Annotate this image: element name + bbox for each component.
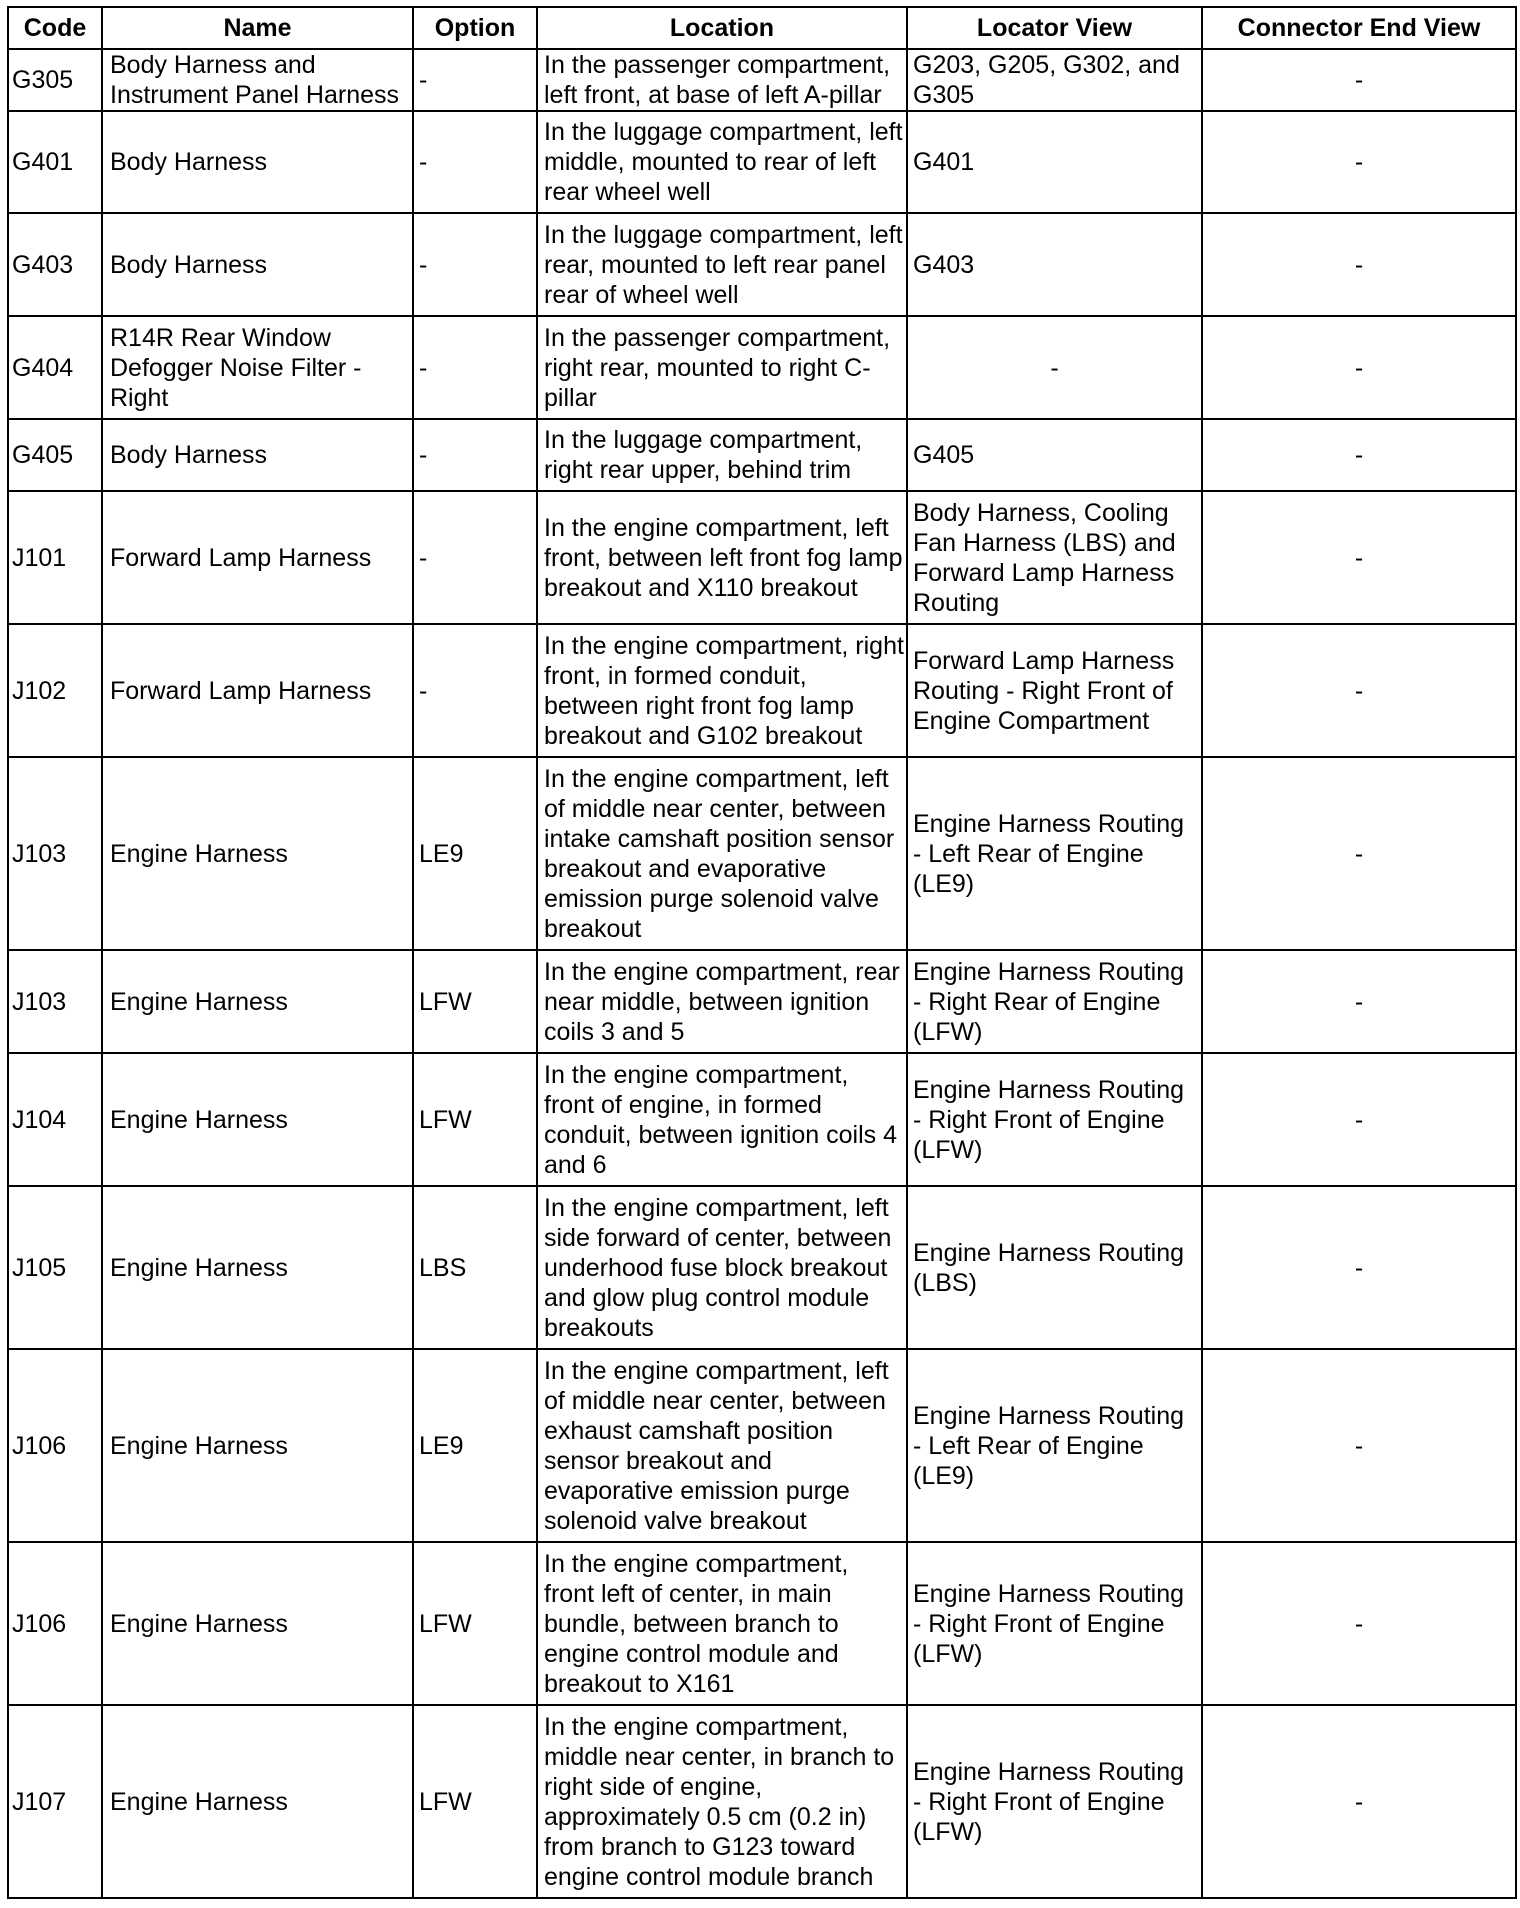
- cell-locator-view: Engine Harness Routing - Left Rear of Engine (LE9): [907, 1349, 1202, 1542]
- table-row: [8, 49, 1516, 111]
- cell-option: LBS: [413, 1186, 537, 1349]
- cell-code: J103: [8, 950, 102, 1053]
- cell-location: In the engine compartment, front left of center, in main bundle, between branch to engine control module and breakout to X161: [537, 1542, 907, 1705]
- cell-option: LE9: [413, 1349, 537, 1542]
- cell-connector-end-view: -: [1202, 419, 1516, 491]
- cell-location: In the luggage compartment, left middle, mounted to rear of left rear wheel well: [537, 111, 907, 213]
- table-row: [8, 950, 1516, 1053]
- cell-name: Engine Harness: [102, 1542, 413, 1705]
- cell-code: J106: [8, 1349, 102, 1542]
- cell-connector-end-view: -: [1202, 316, 1516, 419]
- cell-locator-view: Engine Harness Routing - Left Rear of Engine (LE9): [907, 757, 1202, 950]
- cell-connector-end-view: -: [1202, 1349, 1516, 1542]
- cell-option: LE9: [413, 757, 537, 950]
- cell-connector-end-view: -: [1202, 111, 1516, 213]
- cell-location: In the luggage compartment, right rear upper, behind trim: [537, 419, 907, 491]
- table-row: [8, 316, 1516, 419]
- cell-name: Body Harness: [102, 419, 413, 491]
- cell-name: Engine Harness: [102, 757, 413, 950]
- connector-location-table: [7, 6, 1517, 1899]
- cell-option: -: [413, 213, 537, 316]
- cell-code: J103: [8, 757, 102, 950]
- header-location: Location: [537, 7, 907, 49]
- table-row: [8, 111, 1516, 213]
- cell-connector-end-view: -: [1202, 1542, 1516, 1705]
- cell-location: In the passenger compartment, right rear, mounted to right C-pillar: [537, 316, 907, 419]
- cell-code: J107: [8, 1705, 102, 1898]
- header-option: Option: [413, 7, 537, 49]
- cell-code: G305: [8, 49, 102, 111]
- cell-name: Engine Harness: [102, 1705, 413, 1898]
- cell-name: Body Harness and Instrument Panel Harness: [102, 49, 413, 111]
- table-row: [8, 491, 1516, 624]
- cell-name: Forward Lamp Harness: [102, 624, 413, 757]
- cell-location: In the engine compartment, rear near middle, between ignition coils 3 and 5: [537, 950, 907, 1053]
- cell-location: In the engine compartment, left of middle near center, between exhaust camshaft position sensor breakout and evaporative emission purge solenoid valve breakout: [537, 1349, 907, 1542]
- cell-connector-end-view: -: [1202, 624, 1516, 757]
- cell-code: G403: [8, 213, 102, 316]
- table-row: [8, 757, 1516, 950]
- table-row: [8, 1349, 1516, 1542]
- cell-locator-view: Engine Harness Routing (LBS): [907, 1186, 1202, 1349]
- table-row: [8, 1053, 1516, 1186]
- cell-option: -: [413, 491, 537, 624]
- cell-location: In the engine compartment, left of middle near center, between intake camshaft position sensor breakout and evaporative emission purge solenoid valve breakout: [537, 757, 907, 950]
- cell-name: Body Harness: [102, 213, 413, 316]
- header-code: Code: [8, 7, 102, 49]
- cell-locator-view: Body Harness, Cooling Fan Harness (LBS) and Forward Lamp Harness Routing: [907, 491, 1202, 624]
- cell-code: G401: [8, 111, 102, 213]
- cell-locator-view: Engine Harness Routing - Right Front of Engine (LFW): [907, 1053, 1202, 1186]
- cell-name: Engine Harness: [102, 1186, 413, 1349]
- cell-locator-view: Engine Harness Routing - Right Rear of Engine (LFW): [907, 950, 1202, 1053]
- cell-name: Engine Harness: [102, 1349, 413, 1542]
- cell-option: -: [413, 316, 537, 419]
- cell-option: LFW: [413, 1705, 537, 1898]
- cell-connector-end-view: -: [1202, 491, 1516, 624]
- cell-option: -: [413, 49, 537, 111]
- cell-locator-view: Forward Lamp Harness Routing - Right Front of Engine Compartment: [907, 624, 1202, 757]
- cell-location: In the engine compartment, front of engine, in formed conduit, between ignition coils 4 and 6: [537, 1053, 907, 1186]
- table-row: [8, 419, 1516, 491]
- cell-locator-view: G401: [907, 111, 1202, 213]
- cell-code: J101: [8, 491, 102, 624]
- cell-locator-view: G403: [907, 213, 1202, 316]
- header-locator-view: Locator View: [907, 7, 1202, 49]
- cell-option: -: [413, 111, 537, 213]
- cell-locator-view: Engine Harness Routing - Right Front of Engine (LFW): [907, 1542, 1202, 1705]
- page: [7, 6, 1517, 1899]
- cell-code: G404: [8, 316, 102, 419]
- cell-code: G405: [8, 419, 102, 491]
- cell-location: In the passenger compartment, left front, at base of left A-pillar: [537, 49, 907, 111]
- cell-name: Engine Harness: [102, 1053, 413, 1186]
- table-row: [8, 1186, 1516, 1349]
- cell-locator-view: Engine Harness Routing - Right Front of Engine (LFW): [907, 1705, 1202, 1898]
- cell-connector-end-view: -: [1202, 1053, 1516, 1186]
- cell-name: Engine Harness: [102, 950, 413, 1053]
- cell-connector-end-view: -: [1202, 49, 1516, 111]
- cell-connector-end-view: -: [1202, 950, 1516, 1053]
- table-row: [8, 213, 1516, 316]
- cell-name: Body Harness: [102, 111, 413, 213]
- cell-location: In the engine compartment, right front, in formed conduit, between right front fog lamp breakout and G102 breakout: [537, 624, 907, 757]
- table-row: [8, 1705, 1516, 1898]
- cell-locator-view: G203, G205, G302, and G305: [907, 49, 1202, 111]
- table-row: [8, 1542, 1516, 1705]
- cell-code: J106: [8, 1542, 102, 1705]
- cell-option: -: [413, 419, 537, 491]
- header-name: Name: [102, 7, 413, 49]
- cell-location: In the luggage compartment, left rear, mounted to left rear panel rear of wheel well: [537, 213, 907, 316]
- cell-connector-end-view: -: [1202, 1705, 1516, 1898]
- cell-location: In the engine compartment, middle near center, in branch to right side of engine, approximately 0.5 cm (0.2 in) from branch to G123 toward engine control module branch: [537, 1705, 907, 1898]
- cell-code: J104: [8, 1053, 102, 1186]
- table-header-row: [8, 7, 1516, 49]
- cell-option: LFW: [413, 950, 537, 1053]
- cell-option: LFW: [413, 1542, 537, 1705]
- cell-code: J105: [8, 1186, 102, 1349]
- cell-name: Forward Lamp Harness: [102, 491, 413, 624]
- table-row: [8, 624, 1516, 757]
- cell-locator-view: G405: [907, 419, 1202, 491]
- header-connector-end-view: Connector End View: [1202, 7, 1516, 49]
- cell-option: LFW: [413, 1053, 537, 1186]
- cell-location: In the engine compartment, left front, between left front fog lamp breakout and X110 breakout: [537, 491, 907, 624]
- cell-connector-end-view: -: [1202, 757, 1516, 950]
- cell-connector-end-view: -: [1202, 1186, 1516, 1349]
- cell-name: R14R Rear Window Defogger Noise Filter - Right: [102, 316, 413, 419]
- cell-code: J102: [8, 624, 102, 757]
- cell-locator-view: -: [907, 316, 1202, 419]
- cell-location: In the engine compartment, left side forward of center, between underhood fuse block breakout and glow plug control module breakouts: [537, 1186, 907, 1349]
- cell-option: -: [413, 624, 537, 757]
- cell-connector-end-view: -: [1202, 213, 1516, 316]
